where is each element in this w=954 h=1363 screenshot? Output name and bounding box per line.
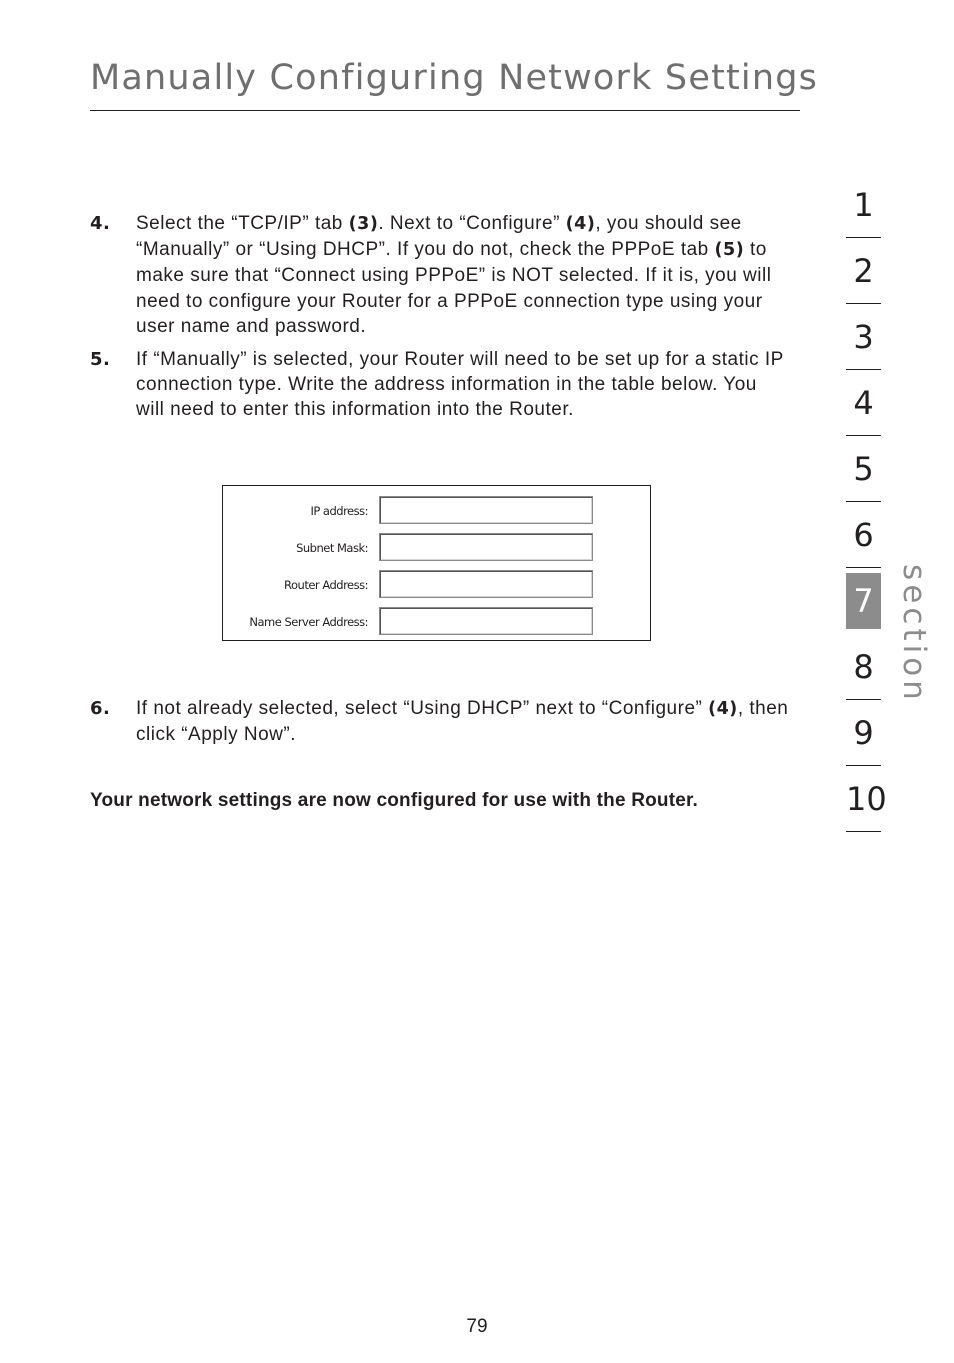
page-number: 79: [466, 1316, 488, 1337]
name-server-address-field[interactable]: [379, 607, 593, 635]
step-6: [90, 696, 790, 747]
callout-ref: (5): [714, 240, 745, 261]
name-server-address-row: [223, 607, 650, 637]
section-tab-label: 5: [853, 450, 874, 488]
address-form-figure: [222, 485, 651, 641]
closing-note: Your network settings are now configured for use with the Router.: [90, 790, 699, 811]
step-text-segment: . Next to “Configure”: [378, 213, 566, 234]
section-tab-label: 2: [853, 252, 874, 290]
step-number: 6.: [90, 698, 111, 719]
subnet-mask-field[interactable]: [379, 533, 593, 561]
step-text-segment: Select the “TCP/IP” tab: [136, 213, 349, 234]
section-tab-label: 8: [853, 648, 874, 686]
step-number: 5.: [90, 349, 111, 370]
ip-address-field[interactable]: [379, 496, 593, 524]
section-tab-label: 4: [853, 384, 874, 422]
router-address-field[interactable]: [379, 570, 593, 598]
step-text-segment: , then click “Apply Now”.: [136, 698, 789, 746]
step-text: [136, 696, 790, 747]
section-tab-8[interactable]: [846, 634, 881, 700]
subnet-mask-row: [223, 533, 650, 563]
section-tab-10[interactable]: [846, 766, 887, 832]
section-tab-7-active[interactable]: [846, 573, 881, 629]
section-tab-label: 10: [846, 780, 887, 818]
router-address-row: [223, 570, 650, 600]
section-tab-4[interactable]: [846, 370, 881, 436]
section-tab-6[interactable]: [846, 502, 881, 568]
ip-address-row: [223, 496, 650, 526]
step-number: 4.: [90, 213, 111, 234]
section-tab-1[interactable]: [846, 172, 881, 238]
step-text-segment: If not already selected, select “Using DHCP” next to “Configure”: [136, 698, 709, 719]
section-tab-label: 3: [853, 318, 874, 356]
section-nav: [846, 172, 887, 832]
callout-ref: (4): [565, 214, 596, 234]
section-tab-5[interactable]: [846, 436, 881, 502]
page-title: Manually Configuring Network Settings: [90, 58, 819, 98]
field-label: Subnet Mask:: [296, 541, 368, 555]
field-label: IP address:: [310, 504, 368, 518]
callout-ref: (4): [708, 699, 738, 719]
section-tab-9[interactable]: [846, 700, 881, 766]
field-label: Name Server Address:: [249, 615, 368, 629]
step-text-segment: to make sure that “Connect using PPPoE” is NOT selected. If it is, you will need to configure your Router for a PPPoE connection type using your user name and password.: [136, 239, 772, 337]
section-vertical-label: section: [896, 564, 932, 704]
section-tab-3[interactable]: [846, 304, 881, 370]
section-tab-label: 1: [853, 186, 874, 224]
step-4: [90, 211, 790, 339]
step-5: [90, 347, 790, 423]
section-tab-2[interactable]: [846, 238, 881, 304]
section-tab-label: 9: [853, 714, 874, 752]
section-tab-label: 6: [853, 516, 874, 554]
step-text-segment: , you should see “Manually” or “Using DHCP”. If you do not, check the PPPoE tab: [136, 213, 742, 261]
step-text: If “Manually” is selected, your Router will need to be set up for a static IP connection type. Write the address information in the table below. You will need to enter this information into the Router.: [136, 349, 784, 421]
section-tab-label: 7: [853, 582, 874, 620]
step-text: [136, 211, 790, 339]
title-divider: [90, 110, 800, 111]
callout-ref: (3): [348, 214, 379, 234]
field-label: Router Address:: [284, 578, 368, 592]
